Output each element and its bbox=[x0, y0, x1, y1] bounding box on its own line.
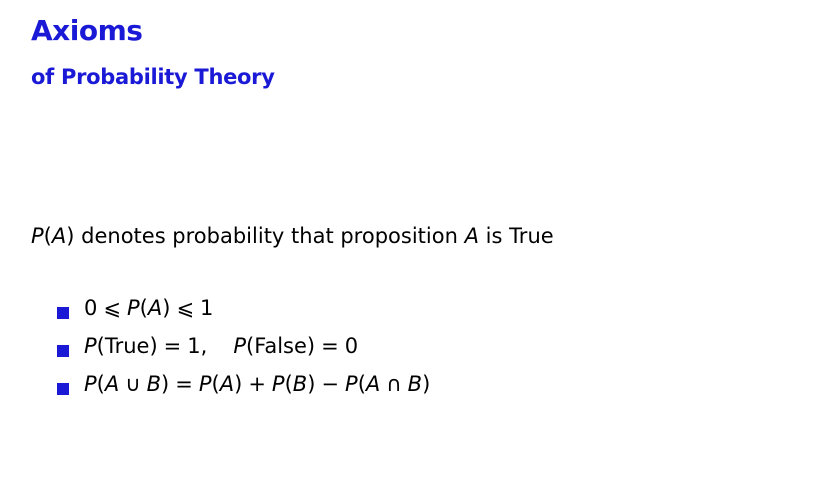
paren-close: ) bbox=[66, 224, 75, 248]
axiom-1-formula bbox=[84, 296, 213, 320]
leq-symbol: ⩽ bbox=[176, 296, 195, 320]
bullet-square-icon bbox=[57, 383, 69, 395]
axiom-3-formula bbox=[84, 372, 430, 396]
intro-statement bbox=[31, 224, 554, 248]
minus-symbol: − bbox=[321, 372, 340, 396]
event-a: A bbox=[51, 224, 67, 248]
false-argument: (False) bbox=[246, 334, 316, 358]
paren-open: ( bbox=[284, 372, 293, 396]
prob-symbol: P bbox=[233, 334, 246, 358]
paren-close: ) bbox=[162, 296, 171, 320]
equals-symbol: = bbox=[163, 334, 182, 358]
prob-symbol: P bbox=[84, 372, 97, 396]
slide-subtitle: of Probability Theory bbox=[31, 65, 275, 89]
event-a: A bbox=[219, 372, 235, 396]
slide-title: Axioms bbox=[31, 14, 143, 47]
event-a: A bbox=[147, 296, 163, 320]
paren-open: ( bbox=[139, 296, 148, 320]
paren-close: ) bbox=[234, 372, 243, 396]
paren-open: ( bbox=[357, 372, 366, 396]
event-b: B bbox=[407, 372, 423, 396]
intersection-symbol: ∩ bbox=[386, 372, 402, 396]
intro-text-2: is True bbox=[478, 224, 554, 248]
prob-symbol: P bbox=[345, 372, 358, 396]
one: 1, bbox=[187, 334, 208, 358]
leq-symbol: ⩽ bbox=[103, 296, 121, 320]
union-symbol: ∪ bbox=[125, 372, 141, 396]
paren-close: ) bbox=[422, 372, 431, 396]
paren-open: ( bbox=[211, 372, 220, 396]
event-a: A bbox=[365, 372, 381, 396]
plus-symbol: + bbox=[248, 372, 266, 396]
zero: 0 bbox=[344, 334, 359, 358]
paren-open: ( bbox=[96, 372, 105, 396]
one: 1 bbox=[200, 296, 214, 320]
prob-symbol: P bbox=[198, 372, 212, 396]
event-b: B bbox=[292, 372, 308, 396]
equals-symbol: = bbox=[175, 372, 193, 396]
event-a-2: A bbox=[464, 224, 479, 248]
paren-close: ) bbox=[307, 372, 316, 396]
event-b: B bbox=[146, 372, 162, 396]
paren-open: ( bbox=[43, 224, 52, 248]
true-argument: (True) bbox=[96, 334, 158, 358]
prob-symbol: P bbox=[31, 224, 44, 248]
zero: 0 bbox=[84, 296, 98, 320]
prob-symbol: P bbox=[126, 296, 140, 320]
paren-close: ) bbox=[161, 372, 170, 396]
intro-text-1: denotes probability that proposition bbox=[74, 224, 465, 248]
equals-symbol: = bbox=[321, 334, 339, 358]
prob-symbol: P bbox=[271, 372, 285, 396]
axiom-2-formula bbox=[84, 334, 358, 358]
prob-symbol: P bbox=[84, 334, 97, 358]
bullet-square-icon bbox=[57, 345, 69, 357]
event-a: A bbox=[104, 372, 120, 396]
bullet-square-icon bbox=[57, 307, 69, 319]
